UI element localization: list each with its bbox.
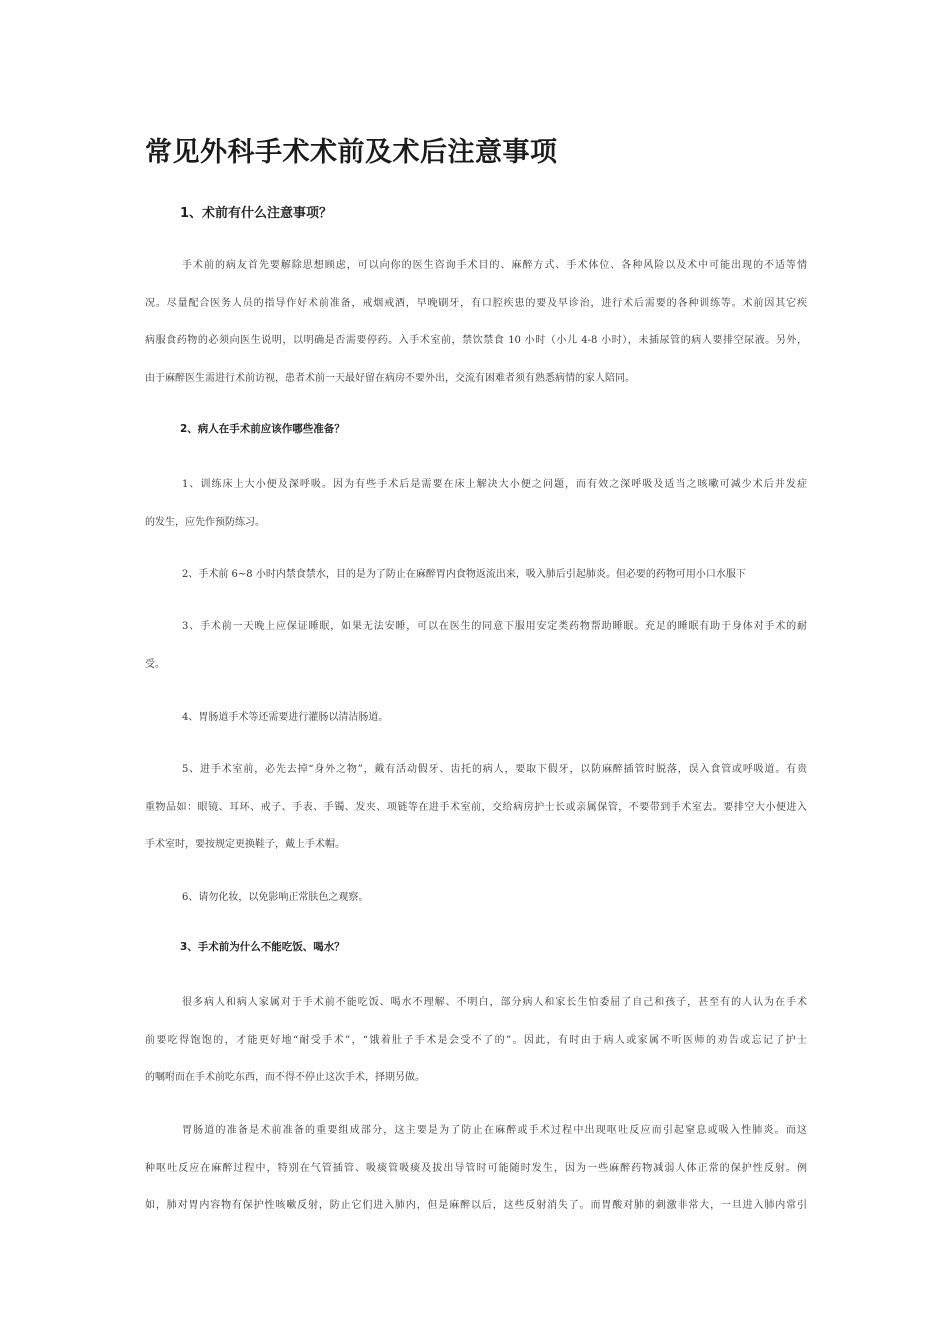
paragraph-line: 前要吃得饱饱的，才能更好地“耐受手术”，“饿着肚子手术是会受不了的”。因此，有时由于病人或家属不听医师的劝告或忘记了护士 [145,1035,807,1046]
list-item-line: 手术室时，要按规定更换鞋子，戴上手术帽。 [145,839,345,850]
paragraph-line: 病服食药物的必须向医生说明，以明确是否需要停药。入手术室前，禁饮禁食 10 小时（小儿 4-8 小时），未插尿管的病人要排空尿液。另外， [145,335,807,346]
list-item-line: 1、训练床上大小便及深呼吸。因为有些手术后是需要在床上解决大小便之问题，而有效之深呼吸及适当之咳嗽可减少术后并发症 [182,479,807,490]
paragraph-line: 很多病人和病人家属对于手术前不能吃饭、喝水不理解、不明白，部分病人和家长生怕委屈了自己和孩子，甚至有的人认为在手术 [182,997,807,1008]
list-item-line: 5、进手术室前，必先去掉“身外之物”，戴有活动假牙、齿托的病人，要取下假牙，以防麻醉插管时脱落，误入食管或呼吸道。有贵 [182,764,807,775]
section-heading-1: 1、术前有什么注意事项？ [180,206,333,221]
list-item-line: 4、胃肠道手术等还需要进行灌肠以清洁肠道。 [182,712,389,723]
section-heading-3: 3、手术前为什么不能吃饭、喝水？ [180,941,345,953]
list-item-line: 2、手术前 6~8 小时内禁食禁水，目的是为了防止在麻醉胃内食物返流出来，吸入肺后引起肺炎。但必要的药物可用小口水服下 [182,569,746,580]
paragraph-line: 如，肺对胃内容物有保护性咳嗽反射，防止它们进入肺内，但是麻醉以后，这些反射消失了。而胃酸对肺的刺激非常大，一旦进入肺内常引 [145,1200,807,1211]
paragraph-line: 况。尽量配合医务人员的指导作好术前准备，戒烟戒酒，早晚刷牙，有口腔疾患的要及早诊治，进行术后需要的各种训练等。术前因其它疾 [145,298,807,309]
paragraph-line: 由于麻醉医生需进行术前访视，患者术前一天最好留在病房不要外出，交流有困难者须有熟悉病情的家人陪同。 [145,373,635,384]
list-item-line: 重物品如：眼镜、耳环、戒子、手表、手镯、发夹、项链等在进手术室前，交给病房护士长或亲属保管，不要带到手术室去。要排空大小便进入 [145,802,807,813]
paragraph-line: 手术前的病友首先要解除思想顾虑，可以向你的医生咨询手术目的、麻醉方式、手术体位、各种风险以及术中可能出现的不适等情 [182,260,807,271]
paragraph-line: 的嘱咐而在手术前吃东西，而不得不停止这次手术，择期另做。 [145,1072,425,1083]
list-item-line: 受。 [145,659,165,670]
paragraph-line: 胃肠道的准备是术前准备的重要组成部分，这主要是为了防止在麻醉或手术过程中出现呕吐反应而引起窒息或吸入性肺炎。而这 [182,1125,807,1136]
section-heading-2: 2、病人在手术前应该作哪些准备？ [180,423,345,435]
list-item-line: 的发生，应先作预防练习。 [145,517,265,528]
paragraph-line: 种呕吐反应在麻醉过程中，特别在气管插管、吸痰管吸痰及拔出导管时可能随时发生，因为一些麻醉药物减弱人体正常的保护性反射。例 [145,1163,807,1174]
list-item-line: 6、请勿化妆，以免影响正常肤色之观察。 [182,892,369,903]
list-item-line: 3、手术前一天晚上应保证睡眠，如果无法安睡，可以在医生的同意下服用安定类药物帮助睡眠。充足的睡眠有助于身体对手术的耐 [182,621,807,632]
document-title: 常见外科手术术前及术后注意事项 [145,137,558,168]
